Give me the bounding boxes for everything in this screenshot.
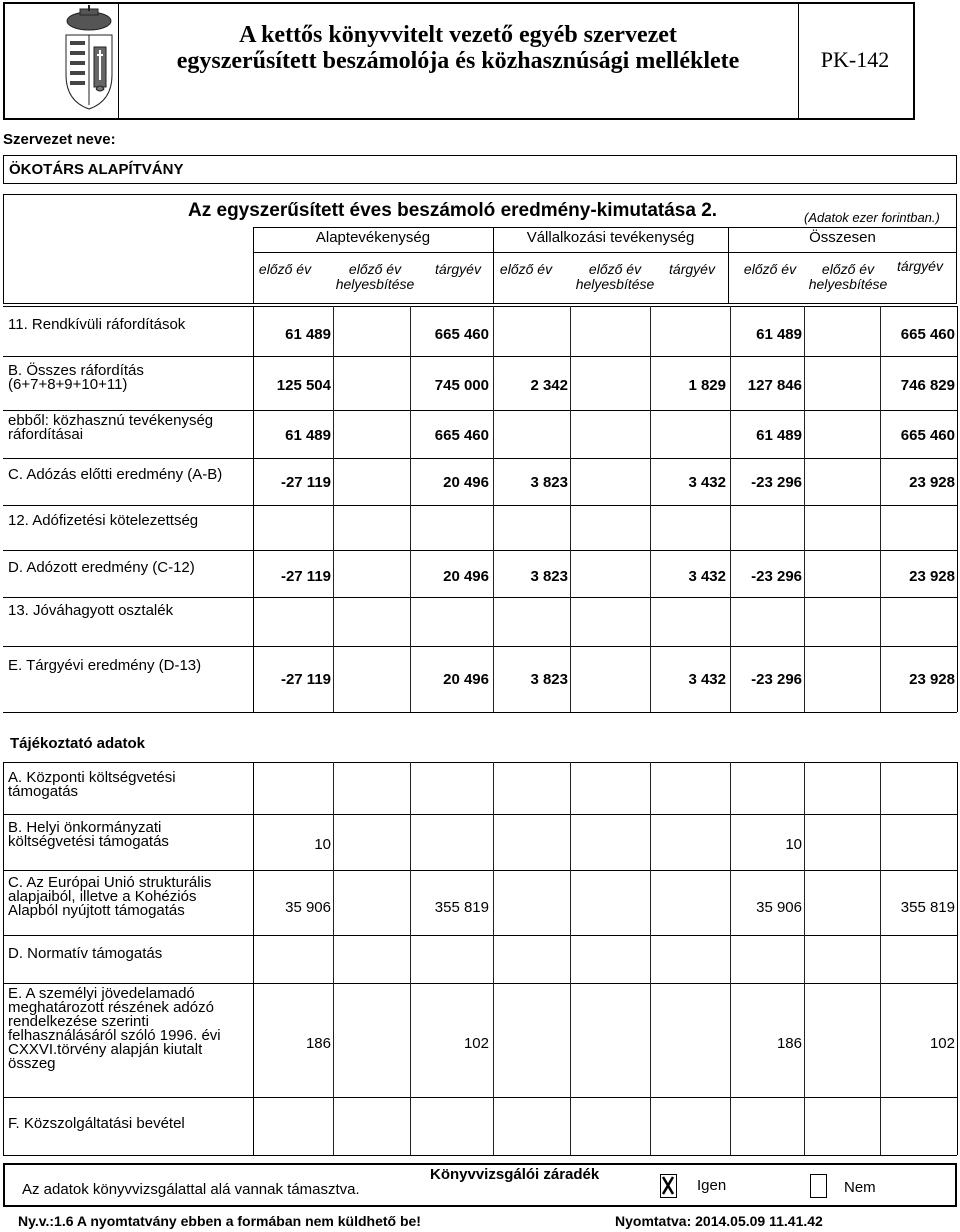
- form-title-line2: egyszerűsített beszámolója és közhasznúsági melléklete: [176, 48, 740, 74]
- info-row-label: F. Közszolgáltatási bevétel: [8, 1115, 185, 1132]
- result-row-value: -23 296: [751, 474, 802, 491]
- audit-yes-label: Igen: [697, 1177, 727, 1194]
- result-row-value: 3 432: [688, 568, 726, 585]
- result-row-value: 61 489: [285, 326, 331, 343]
- result-row-label: C. Adózás előtti eredmény (A-B): [8, 466, 223, 483]
- result-row-value: 125 504: [276, 377, 331, 394]
- col-header: előző év: [743, 261, 797, 277]
- result-row-value: 3 823: [530, 671, 568, 688]
- col-header: előző év helyesbítése: [575, 261, 655, 292]
- group-header-vallalkozasi: Vállalkozási tevékenység: [526, 229, 695, 246]
- coat-of-arms-logo: [52, 5, 126, 115]
- unit-note: (Adatok ezer forintban.): [804, 210, 940, 225]
- result-row-value: 20 496: [443, 568, 489, 585]
- info-row-value: 102: [929, 1035, 955, 1052]
- result-row-value: 23 928: [909, 474, 955, 491]
- col-header: tárgyév: [669, 261, 715, 277]
- form-title-line1: A kettős könyvvitelt vezető egyéb szervezet: [239, 22, 677, 48]
- result-row-label: 12. Adófizetési kötelezettség: [8, 512, 199, 529]
- info-row-value: 35 906: [756, 899, 802, 916]
- col-header: tárgyév: [897, 258, 943, 274]
- result-row-value: 665 460: [434, 427, 489, 444]
- table-title: Az egyszerűsített éves beszámoló eredmény-kimutatása 2.: [188, 200, 718, 221]
- info-title: Tájékoztató adatok: [10, 735, 146, 752]
- result-row-label: 13. Jóváhagyott osztalék: [8, 602, 174, 619]
- result-row-value: 3 432: [688, 474, 726, 491]
- audit-text: Az adatok könyvvizsgálattal alá vannak támasztva.: [22, 1181, 360, 1198]
- col-header: előző év helyesbítése: [808, 261, 888, 292]
- info-row-label: C. Az Európai Unió strukturális alapjaiból, illetve a Kohéziós Alapból nyújtott támogatás: [8, 874, 212, 919]
- result-row-value: 23 928: [909, 568, 955, 585]
- group-header-osszesen: Összesen: [809, 229, 876, 246]
- info-row-value: 355 819: [434, 899, 489, 916]
- result-row-value: 61 489: [756, 326, 802, 343]
- audit-no-label: Nem: [844, 1179, 876, 1196]
- result-row-value: -27 119: [280, 671, 331, 688]
- result-row-label: E. Tárgyévi eredmény (D-13): [8, 657, 202, 674]
- col-header: tárgyév: [435, 261, 481, 277]
- info-row-label: E. A személyi jövedelamadó meghatározott részének adózó rendelkezése szerinti felhasználásáról szóló 1996. évi CXXVI.törvény alapján kiutalt összeg: [8, 985, 221, 1072]
- result-row-value: 20 496: [443, 671, 489, 688]
- result-row-value: -23 296: [751, 568, 802, 585]
- result-row-label: B. Összes ráfordítás (6+7+8+9+10+11): [8, 362, 144, 393]
- col-header: előző év: [499, 261, 553, 277]
- info-row-value: 186: [776, 1035, 802, 1052]
- org-name-value: ÖKOTÁRS ALAPÍTVÁNY: [9, 161, 184, 178]
- info-row-value: 102: [463, 1035, 489, 1052]
- result-row-value: 2 342: [530, 377, 568, 394]
- result-row-value: 127 846: [747, 377, 802, 394]
- group-header-alap: Alaptevékenység: [315, 229, 431, 246]
- result-row-value: 1 829: [688, 377, 726, 394]
- info-row-value: 10: [314, 836, 331, 853]
- result-row-value: -27 119: [280, 568, 331, 585]
- org-name-label: Szervezet neve:: [3, 131, 116, 148]
- audit-title: Könyvvizsgálói záradék: [430, 1166, 600, 1183]
- info-row-value: 10: [785, 836, 802, 853]
- result-row-value: 61 489: [756, 427, 802, 444]
- result-row-value: 3 823: [530, 474, 568, 491]
- info-row-value: 355 819: [900, 899, 955, 916]
- result-row-value: 745 000: [434, 377, 489, 394]
- form-title: [120, 22, 796, 74]
- result-row-label: D. Adózott eredmény (C-12): [8, 559, 195, 576]
- result-row-value: 3 432: [688, 671, 726, 688]
- info-row-value: 186: [305, 1035, 331, 1052]
- info-row-label: A. Központi költségvetési támogatás: [8, 769, 176, 800]
- col-header: előző év helyesbítése: [335, 261, 415, 292]
- print-date: Nyomtatva: 2014.05.09 11.41.42: [615, 1213, 823, 1229]
- info-row-value: 35 906: [285, 899, 331, 916]
- info-row-label: D. Normatív támogatás: [8, 945, 163, 962]
- audit-yes-checkbox[interactable]: [660, 1174, 677, 1198]
- result-row-value: 665 460: [434, 326, 489, 343]
- result-row-value: -23 296: [751, 671, 802, 688]
- result-row-value: 20 496: [443, 474, 489, 491]
- result-row-value: 61 489: [285, 427, 331, 444]
- col-header: előző év: [258, 261, 312, 277]
- result-row-label: 11. Rendkívüli ráfordítások: [8, 316, 186, 333]
- version-note: Ny.v.:1.6 A nyomtatvány ebben a formában nem küldhető be!: [18, 1213, 421, 1229]
- info-row-label: B. Helyi önkormányzati költségvetési támogatás: [8, 819, 169, 850]
- result-row-value: 23 928: [909, 671, 955, 688]
- result-row-label: ebből: közhasznú tevékenység ráfordításai: [8, 412, 214, 443]
- result-row-value: -27 119: [280, 474, 331, 491]
- result-row-value: 746 829: [900, 377, 955, 394]
- form-code: PK-142: [820, 47, 890, 72]
- result-row-value: 665 460: [900, 326, 955, 343]
- result-row-value: 3 823: [530, 568, 568, 585]
- audit-no-checkbox[interactable]: [810, 1174, 827, 1198]
- result-row-value: 665 460: [900, 427, 955, 444]
